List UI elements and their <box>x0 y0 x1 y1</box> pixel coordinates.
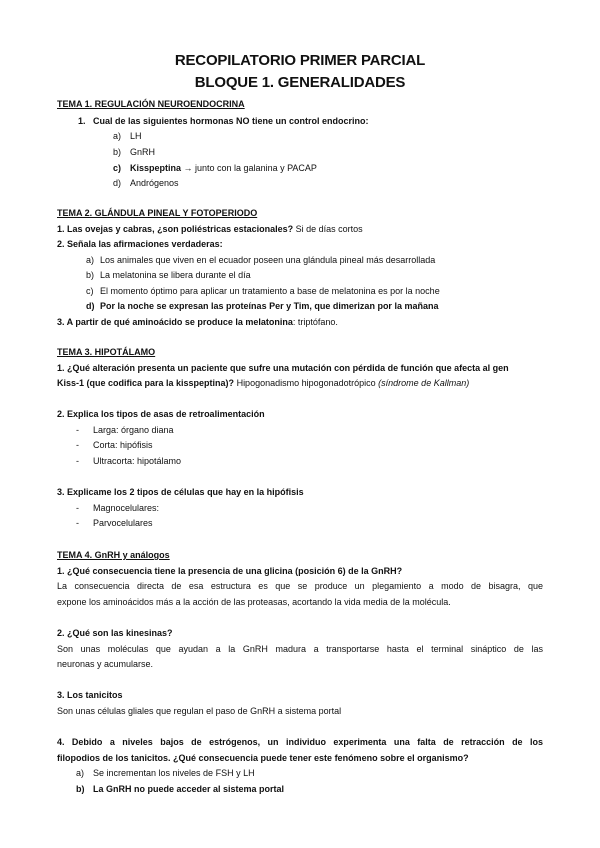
option-letter: b) <box>86 270 95 280</box>
option-text <box>130 163 317 173</box>
document-title: RECOPILATORIO PRIMER PARCIAL <box>174 52 426 69</box>
list-dash: - <box>76 440 79 450</box>
option-letter: b) <box>113 147 122 157</box>
option-letter: c) <box>113 163 122 173</box>
section-heading-tema3: TEMA 3. HIPOTÁLAMO <box>57 347 156 357</box>
option-text: Andrógenos <box>130 178 179 188</box>
option-letter: a) <box>76 768 85 778</box>
question-line <box>57 378 469 388</box>
option-letter: d) <box>86 301 95 311</box>
answer-text: neuronas y acumularse. <box>57 659 154 669</box>
option-letter: a) <box>113 131 122 141</box>
answer-italic-text: (síndrome de Kallman) <box>378 378 470 388</box>
section-heading-tema1: TEMA 1. REGULACIÓN NEUROENDOCRINA <box>57 99 245 109</box>
option-letter: c) <box>86 286 94 296</box>
question-text: 3. Explicame los 2 tipos de células que hay en la hipófisis <box>57 487 304 497</box>
option-bold-text: Kisspeptina <box>130 163 182 173</box>
option-letter: a) <box>86 255 95 265</box>
option-text: Se incrementan los niveles de FSH y LH <box>93 768 255 778</box>
option-text: LH <box>130 131 142 141</box>
question-text: 2. Explica los tipos de asas de retroalimentación <box>57 409 265 419</box>
section-heading-tema2: TEMA 2. GLÁNDULA PINEAL Y FOTOPERIODO <box>57 208 258 218</box>
answer-text: Hipogonadismo hipogonadotrópico <box>234 378 379 388</box>
section-heading-tema4: TEMA 4. GnRH y análogos <box>57 550 170 560</box>
question-text: 3. A partir de qué aminoácido se produce la melatonina <box>57 317 293 327</box>
list-item: Ultracorta: hipotálamo <box>93 456 182 466</box>
option-text: La GnRH no puede acceder al sistema portal <box>93 784 285 794</box>
list-dash: - <box>76 456 79 466</box>
question-text: Kiss-1 (que codifica para la kisspeptina)? <box>57 378 235 388</box>
option-text: Por la noche se expresan las proteínas Per y Tim, que dimerizan por la mañana <box>100 301 439 311</box>
question-text: 1. Las ovejas y cabras, ¿son poliéstricas estacionales? <box>57 224 294 234</box>
list-item: Magnocelulares: <box>93 503 160 513</box>
option-letter: b) <box>76 784 85 794</box>
list-item: Larga: órgano diana <box>93 425 174 435</box>
answer-text: Son unas moléculas que ayudan a la GnRH madura a transportarse hasta el terminal sináptico de las <box>57 644 543 654</box>
option-text: GnRH <box>130 147 156 157</box>
document-subtitle: BLOQUE 1. GENERALIDADES <box>194 74 406 91</box>
option-text: La melatonina se libera durante el día <box>100 270 251 280</box>
answer-text: : triptófano. <box>292 317 338 327</box>
list-dash: - <box>76 503 79 513</box>
question-line <box>57 224 363 234</box>
list-dash: - <box>76 518 79 528</box>
question-text: Cual de las siguientes hormonas NO tiene un control endocrino: <box>93 116 369 126</box>
option-note: → junto con la galanina y PACAP <box>181 163 317 173</box>
answer-text: Son unas células gliales que regulan el paso de GnRH a sistema portal <box>57 706 342 716</box>
question-text: 1. ¿Qué alteración presenta un paciente que sufre una mutación con pérdida de función que afecta al gen <box>57 363 509 373</box>
question-text: 3. Los tanicitos <box>57 690 123 700</box>
answer-text: Si de días cortos <box>293 224 363 234</box>
question-text: 2. Señala las afirmaciones verdaderas: <box>57 239 223 249</box>
question-line <box>57 317 338 327</box>
question-text: 1. ¿Qué consecuencia tiene la presencia de una glicina (posición 6) de la GnRH? <box>57 566 403 576</box>
answer-text: expone los aminoácidos más a la acción de las proteasas, acortando la vida media de la molécula. <box>57 597 451 607</box>
list-item: Parvocelulares <box>93 518 153 528</box>
question-text: 2. ¿Qué son las kinesinas? <box>57 628 173 638</box>
option-text: Los animales que viven en el ecuador poseen una glándula pineal más desarrollada <box>100 255 436 265</box>
question-number: 1. <box>78 116 86 126</box>
question-text: 4. Debido a niveles bajos de estrógenos, un individuo experimenta una falta de retracción de los <box>57 737 543 747</box>
list-dash: - <box>76 425 79 435</box>
option-text: El momento óptimo para aplicar un tratamiento a base de melatonina es por la noche <box>100 286 440 296</box>
answer-text: La consecuencia directa de esa estructura es que se produce un plegamiento a modo de bisagra, que <box>57 581 543 591</box>
question-text: filopodios de los tanicitos. ¿Qué consecuencia puede tener este fenómeno sobre el organismo? <box>57 753 469 763</box>
list-item: Corta: hipófisis <box>93 440 153 450</box>
option-letter: d) <box>113 178 122 188</box>
